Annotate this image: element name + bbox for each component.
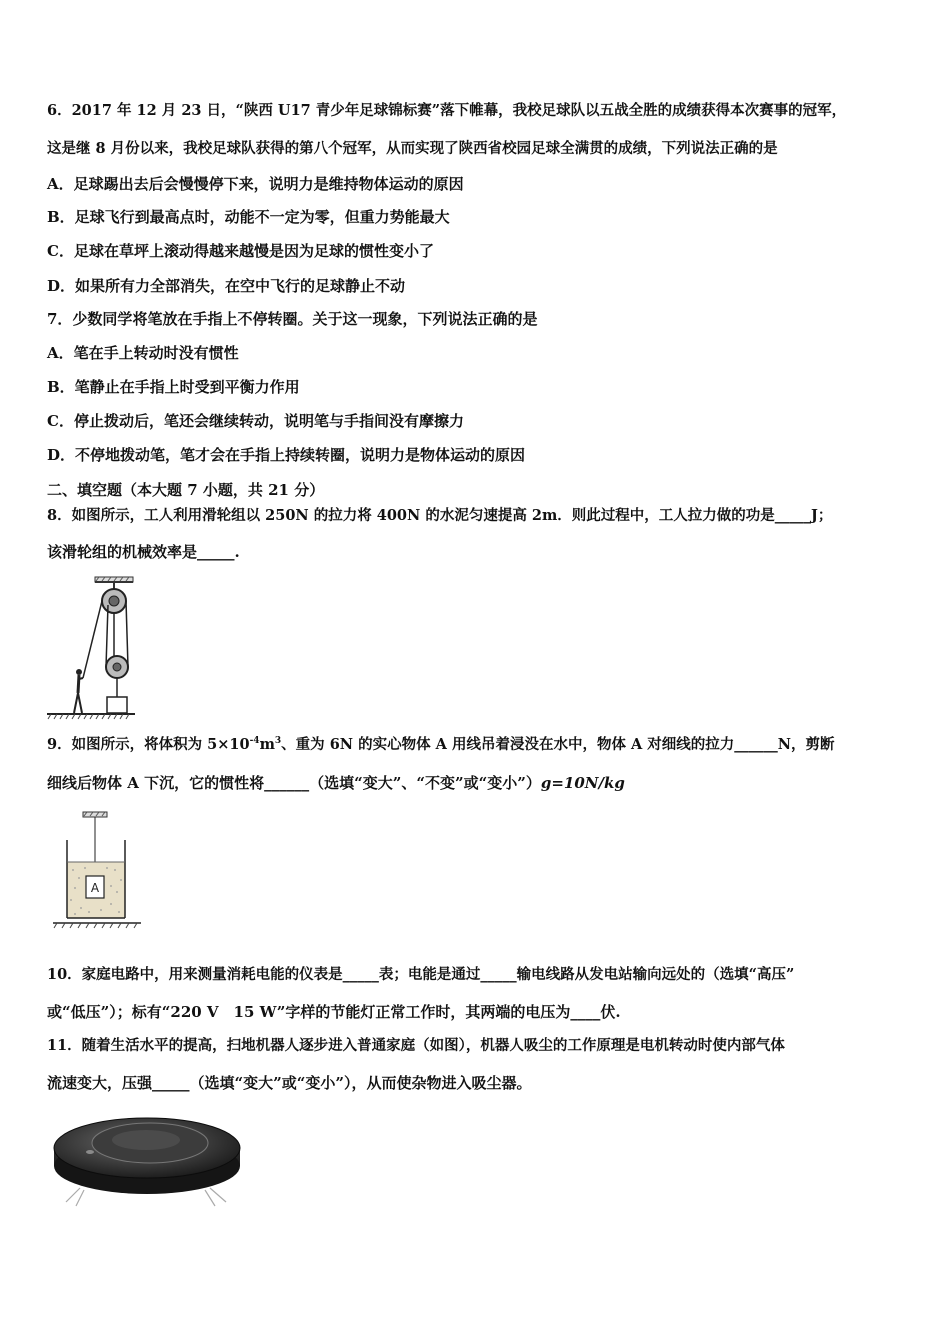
q9-exponent-1: -4 [249, 736, 260, 746]
q9-line1-c: 、重为 6N 的实心物体 A 用线吊着浸没在水中，物体 A 对细线的拉力______N，剪断 [281, 736, 835, 753]
q8-stem-line1: 8．如图所示，工人利用滑轮组以 250N 的拉力将 400N 的水泥匀速提高 2m．则此过程中，工人拉力做的功是_____J； [47, 507, 833, 524]
beaker-figure [45, 810, 145, 935]
q9-line2-text: 细线后物体 A 下沉，它的惯性将______（选填“变大”、“不变”或“变小”） [47, 774, 541, 792]
q7-stem: 7．少数同学将笔放在手指上不停转圈。关于这一现象，下列说法正确的是 [47, 310, 538, 328]
q6-option-d: D．如果所有力全部消失，在空中飞行的足球静止不动 [47, 277, 406, 295]
q7-option-c: C．停止拨动后，笔还会继续转动，说明笔与手指间没有摩擦力 [47, 412, 464, 430]
q6-stem-line1: 6．2017 年 12 月 23 日，“陕西 U17 青少年足球锦标赛”落下帷幕，我校足球队以五战全胜的成绩获得本次赛事的冠军， [47, 102, 847, 119]
q11-stem-line1: 11．随着生活水平的提高，扫地机器人逐步进入普通家庭（如图），机器人吸尘的工作原理是电机转动时使内部气体 [47, 1037, 785, 1054]
q7-option-a: A．笔在手上转动时没有惯性 [47, 344, 239, 362]
q6-option-a: A．足球踢出去后会慢慢停下来，说明力是维持物体运动的原因 [47, 175, 464, 193]
robot-vacuum-figure [50, 1110, 245, 1210]
q10-stem-line2: 或“低压”）；标有“220 V 15 W”字样的节能灯正常工作时，其两端的电压为____伏. [47, 1003, 621, 1021]
q6-stem-line2: 这是继 8 月份以来，我校足球队获得的第八个冠军，从而实现了陕西省校园足球全满贯的成绩，下列说法正确的是 [47, 140, 778, 157]
q9-line1-a: 9．如图所示，将体积为 5×10 [47, 736, 250, 753]
q6-option-b: B．足球飞行到最高点时，动能不一定为零，但重力势能最大 [47, 208, 450, 226]
pulley-system-figure [45, 575, 145, 720]
q9-exponent-2: 3 [274, 736, 282, 746]
q9-gravity-constant: g=10N/kg [540, 774, 625, 792]
q10-stem-line1: 10．家庭电路中，用来测量消耗电能的仪表是_____表；电能是通过_____输电线路从发电站输向远处的（选填“高压” [47, 966, 795, 983]
q9-stem-line2 [47, 773, 625, 793]
q7-option-d: D．不停地拨动笔，笔才会在手指上持续转圈，说明力是物体运动的原因 [47, 446, 526, 464]
section-heading: 二、填空题（本大题 7 小题，共 21 分） [47, 481, 325, 499]
q6-option-c: C．足球在草坪上滚动得越来越慢是因为足球的惯性变小了 [47, 242, 434, 260]
q8-stem-line2: 该滑轮组的机械效率是_____. [47, 543, 240, 561]
q9-line1-b: m [259, 736, 275, 753]
q11-stem-line2: 流速变大，压强_____（选填“变大”或“变小”），从而使杂物进入吸尘器。 [47, 1074, 532, 1092]
q7-option-b: B．笔静止在手指上时受到平衡力作用 [47, 378, 300, 396]
object-a-label: A [90, 881, 100, 895]
q9-stem-line1 [47, 735, 835, 755]
